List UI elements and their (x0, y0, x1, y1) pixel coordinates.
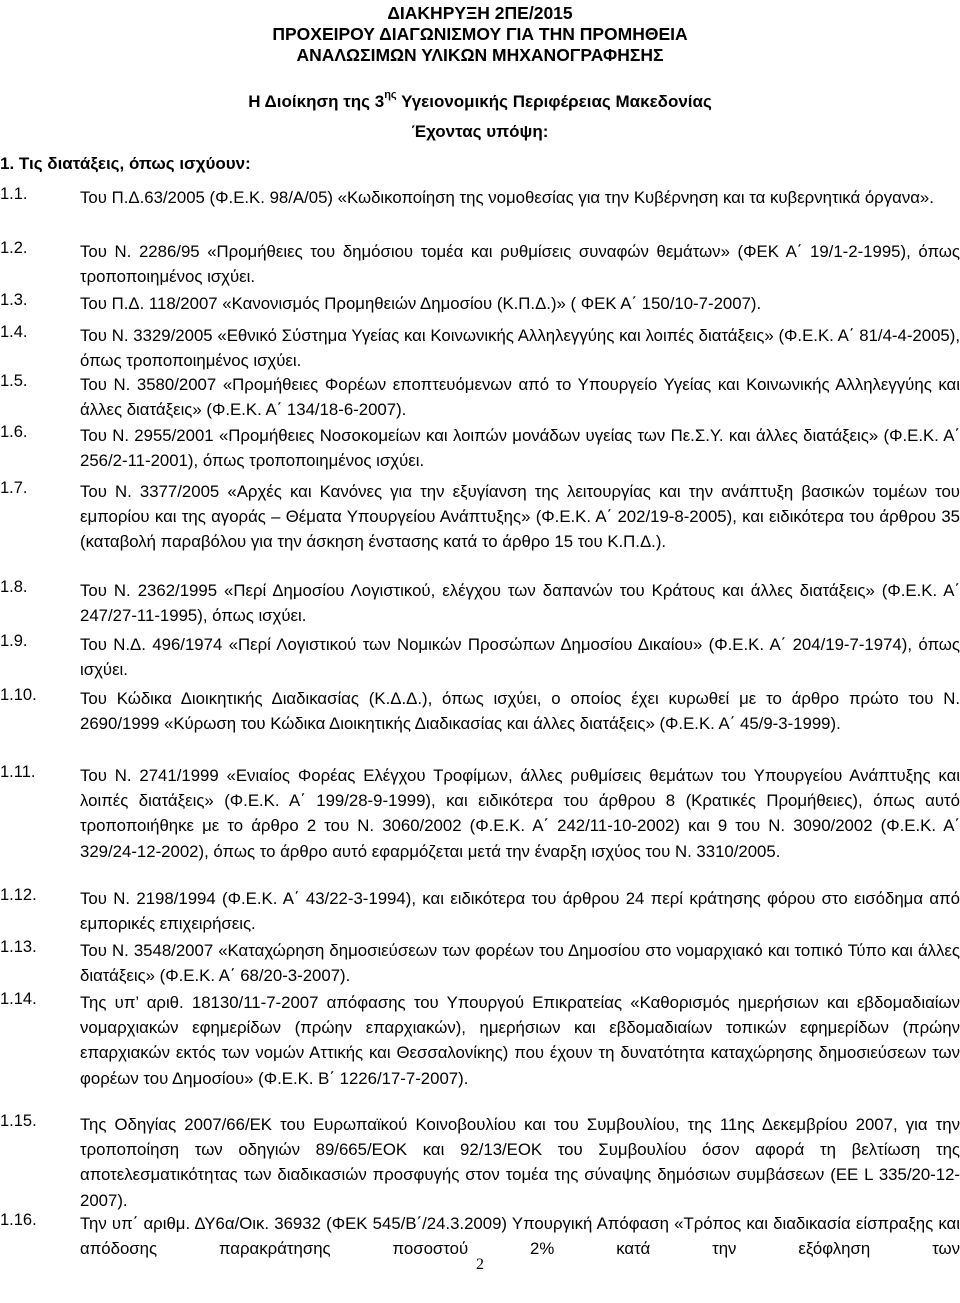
having-in-view-heading: Έχοντας υπόψη: (411, 122, 549, 141)
item-text: Του Ν. 3548/2007 «Καταχώρηση δημοσιεύσεων των φορέων του Δημοσίου στο νομαρχιακό και τοπικό Τύπο και άλλες διατάξεις» (Φ.Ε.Κ. Α΄ 68/20-3-2007). (80, 941, 960, 986)
item-text: Του Ν. 3580/2007 «Προμήθειες Φορέων εποπτευόμενων από το Υπουργείο Υγείας και Κοινωνικής Αλληλεγγύης και άλλες διατάξεις» (Φ.Ε.Κ. Α΄ 134/18-6-2007). (80, 375, 960, 420)
item-text: Της υπ’ αριθ. 18130/11-7-2007 απόφασης του Υπουργού Επικρατείας «Καθορισμός ημερήσιων και εβδομαδιαίων νομαρχιακών εφημερίδων (πρώην επαρχιακών), ημερήσιων και εβδομαδιαίων τοπικών εφημερίδων (πρώην επαρχιακών εκτός των νομών Αττικής και Θεσσαλονίκης) που έχουν τη δυνατότητα καταχώρησης δημοσιεύσεων των φορέων του Δημοσίου» (Φ.Ε.Κ. Β΄ 1226/17-7-2007). (80, 993, 960, 1088)
header-title-line1: ΔΙΑΚΗΡΥΞΗ 2ΠΕ/2015 (387, 3, 573, 23)
item-text: Του Ν. 3329/2005 «Εθνικό Σύστημα Υγείας και Κοινωνικής Αλληλεγγύης και λοιπές διατάξεις» (Φ.Ε.Κ. Α΄ 81/4-4-2005), όπως τροποποιημένος ισχύει. (80, 326, 960, 371)
item-number: 1.15. (0, 1112, 37, 1130)
item-text: Του Ν.Δ. 496/1974 «Περί Λογιστικού των Νομικών Προσώπων Δημοσίου Δικαίου» (Φ.Ε.Κ. Α΄ 204/19-7-1974), όπως ισχύει. (80, 635, 960, 680)
item-text: Του Π.Δ. 118/2007 «Κανονισμός Προμηθειών Δημοσίου (Κ.Π.Δ.)» ( ΦΕΚ Α΄ 150/10-7-2007). (80, 294, 762, 313)
item-number: 1.14. (0, 990, 37, 1008)
issuing-authority (0, 89, 960, 112)
item-text: Του Π.Δ.63/2005 (Φ.Ε.Κ. 98/Α/05) «Κωδικοποίηση της νομοθεσίας για την Κυβέρνηση και τα κυβερνητικά όργανα». (80, 188, 934, 207)
authority-pre: Η Διοίκηση της 3 (248, 92, 385, 111)
item-number: 1.16. (0, 1211, 37, 1229)
authority-post: Υγειονομικής Περιφέρειας Μακεδονίας (396, 92, 712, 111)
header-title-line2: ΠΡΟΧΕΙΡΟΥ ΔΙΑΓΩΝΙΣΜΟΥ ΓΙΑ ΤΗΝ ΠΡΟΜΗΘΕΙΑ (272, 24, 688, 44)
item-number: 1.3. (0, 291, 28, 309)
item-text: Του Κώδικα Διοικητικής Διαδικασίας (Κ.Δ.Δ.), όπως ισχύει, ο οποίος έχει κυρωθεί με το άρθρο πρώτο του Ν. 2690/1999 «Κύρωση του Κώδικα Διοικητικής Διαδικασίας και άλλες διατάξεις» (Φ.Ε.Κ. Α΄ 45/9-3-1999). (80, 689, 960, 734)
authority-sup: ης (384, 89, 397, 101)
header-title-line3: ΑΝΑΛΩΣΙΜΩΝ ΥΛΙΚΩΝ ΜΗΧΑΝΟΓΡΑΦΗΣΗΣ (296, 45, 664, 65)
item-number: 1.13. (0, 938, 37, 956)
item-number: 1.6. (0, 423, 28, 441)
item-number: 1.2. (0, 239, 28, 257)
item-text: Την υπ΄ αριθμ. ΔΥ6α/Οικ. 36932 (ΦΕΚ 545/Β΄/24.3.2009) Υπουργική Απόφαση «Τρόπος και διαδικασία είσπραξης και απόδοσης παρακράτησης ποσοστού 2% κατά την εξόφληση των (80, 1214, 960, 1259)
item-number: 1.11. (0, 763, 36, 781)
page-number: 2 (476, 1256, 484, 1273)
item-text: Του Ν. 2362/1995 «Περί Δημοσίου Λογιστικού, ελέγχου των δαπανών του Κράτους και άλλες διατάξεις» (Φ.Ε.Κ. Α΄ 247/27-11-1995), όπως ισχύει. (80, 581, 960, 626)
item-number: 1.1. (0, 185, 28, 203)
item-number: 1.10. (0, 686, 37, 704)
item-number: 1.5. (0, 372, 28, 390)
item-number: 1.7. (0, 479, 28, 497)
section-heading: 1. Τις διατάξεις, όπως ισχύουν: (0, 154, 251, 173)
item-number: 1.9. (0, 632, 28, 650)
item-text: Του Ν. 2286/95 «Προμήθειες του δημόσιου τομέα και ρυθμίσεις συναφών θεμάτων» (ΦΕΚ Α΄ 19/1-2-1995), όπως τροποποιημένος ισχύει. (80, 242, 960, 287)
item-text: Του Ν. 2198/1994 (Φ.Ε.Κ. Α΄ 43/22-3-1994), και ειδικότερα του άρθρου 24 περί κράτησης φόρου στο εισόδημα από εμπορικές επιχειρήσεις. (80, 889, 960, 934)
item-number: 1.12. (0, 886, 37, 904)
item-number: 1.4. (0, 323, 28, 341)
item-text: Του Ν. 2741/1999 «Ενιαίος Φορέας Ελέγχου Τροφίμων, άλλες ρυθμίσεις θεμάτων του Υπουργείου Ανάπτυξης και λοιπές διατάξεις» (Φ.Ε.Κ. Α΄ 199/28-9-1999), και ειδικότερα του άρθρου 8 (Κρατικές Προμήθειες), όπως αυτό τροποποιήθηκε με το άρθρο 2 του Ν. 3060/2002 (Φ.Ε.Κ. Α΄ 242/11-10-2002) και 9 του Ν. 3090/2002 (Φ.Ε.Κ. Α΄ 329/24-12-2002), όπως το άρθρο αυτό εφαρμόζεται μετά την έναρξη ισχύος του Ν. 3310/2005. (80, 766, 960, 861)
item-text: Του Ν. 3377/2005 «Αρχές και Κανόνες για την εξυγίανση της λειτουργίας και την ανάπτυξη βασικών τομέων του εμπορίου και της αγοράς – Θέματα Υπουργείου Ανάπτυξης» (Φ.Ε.Κ. Α΄ 202/19-8-2005), και ειδικότερα του άρθρου 35 (καταβολή παραβόλου για την άσκηση ένστασης κατά το άρθρο 15 του Κ.Π.Δ.). (80, 482, 960, 552)
item-number: 1.8. (0, 578, 28, 596)
item-text: Της Οδηγίας 2007/66/ΕΚ του Ευρωπαϊκού Κοινοβουλίου και του Συμβουλίου, της 11ης Δεκεμβρίου 2007, για την τροποποίηση των οδηγιών 89/665/ΕΟΚ και 92/13/ΕΟΚ του Συμβουλίου όσον αφορά τη βελτίωση της αποτελεσματικότητας των διαδικασιών προσφυγής στον τομέα της σύναψης δημόσιων συμβάσεων (ΕΕ L 335/20-12-2007). (80, 1115, 960, 1210)
item-text: Του Ν. 2955/2001 «Προμήθειες Νοσοκομείων και λοιπών μονάδων υγείας των Πε.Σ.Υ. και άλλες διατάξεις» (Φ.Ε.Κ. Α΄ 256/2-11-2001), όπως τροποποιημένος ισχύει. (80, 426, 960, 471)
